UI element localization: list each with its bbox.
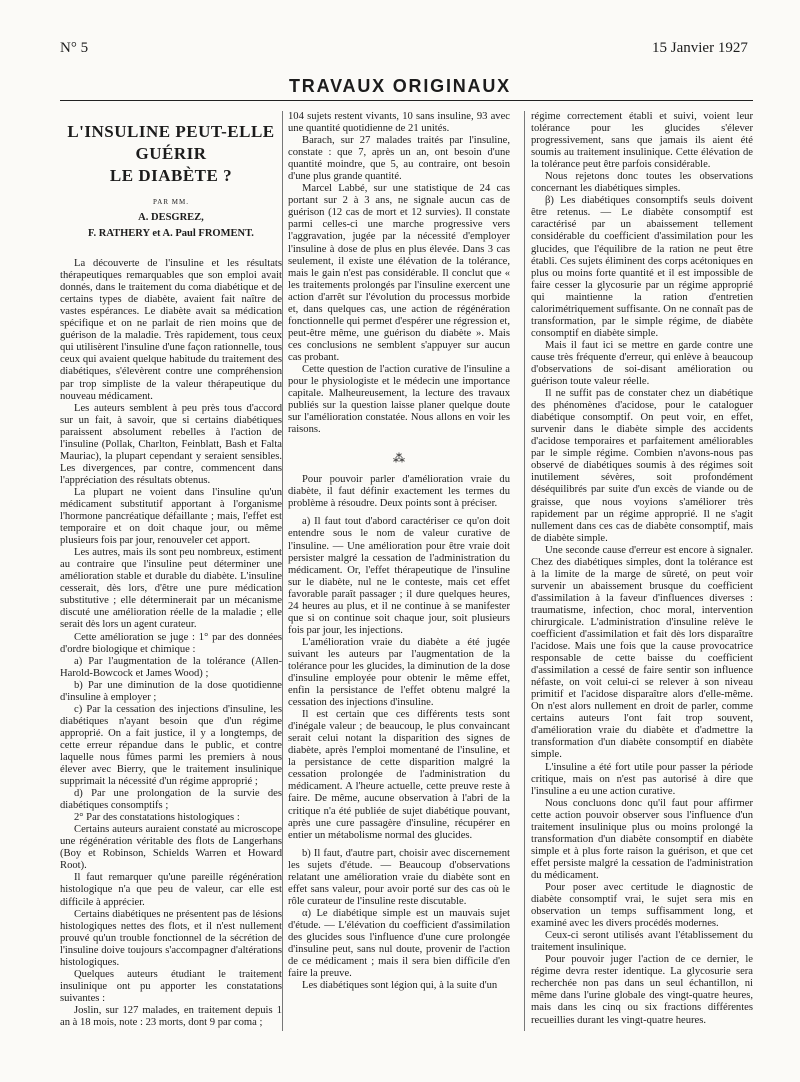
section-title: TRAVAUX ORIGINAUX: [289, 76, 511, 96]
column-3: [531, 111, 753, 1071]
paragraph: Quelques auteurs étudiant le traitement insulinique ont pu apporter les constatations suivantes :: [60, 968, 282, 1004]
paragraph: Nous rejetons donc toutes les observations concernant les diabétiques simples.: [531, 171, 753, 195]
column-1: [60, 111, 282, 1071]
paragraph: α) Le diabétique simple est un mauvais sujet d'étude. — L'élévation du coefficient d'assimilation des glucides sous l'influence d'une cure prolongée d'insuline peut, sans nul doute, provenir de l'action de ce médicament ; mais il sera bien difficile d'en faire la preuve.: [288, 907, 510, 980]
issue-date: 15 Janvier 1927: [652, 40, 748, 56]
column-2: [288, 111, 510, 1071]
paragraph: Les autres, mais ils sont peu nombreux, estiment au contraire que l'insuline peut déterminer une amélioration stable et durable du diabète. L'insuline cesserait, dès lors, d'être une pure médication substitutive ; elle déterminerait par un mécanisme discuté une amélioration réelle de la maladie ; elle serait dès lors un agent curateur.: [60, 547, 282, 631]
paragraph: Il est certain que ces différents tests sont d'inégale valeur ; de beaucoup, le plus convaincant serait celui notant la disparition des signes de diabète, après l'emploi momentané de l'insuline, et la persistance de cette disparition malgré la cessation prolongée de l'administration du médicament. A l'heure actuelle, cette preuve reste à faire. De même, aucune observation à l'abri de la critique n'a été publiée de sujet diabétique pouvant, après une cure passagère d'insuline, récupérer en entier un métabolisme normal des glucides.: [288, 709, 510, 841]
paragraph: Nous concluons donc qu'il faut pour affirmer cette action pouvoir observer sous l'influence d'un traitement insulinique plus ou moins prolongé la transformation d'un diabète consomptif en diabète simple et à plus forte raison la guérison, et que cet effet persiste malgré la cessation de l'administration du médicament.: [531, 797, 753, 881]
paragraph: Pour poser avec certitude le diagnostic de diabète consomptif vrai, le sujet sera mis en observation un temps suffisamment long, et examiné avec les divers procédés modernes.: [531, 882, 753, 930]
author: A. DESGREZ,: [138, 212, 204, 224]
paragraph: Une seconde cause d'erreur est encore à signaler. Chez des diabétiques simples, dont la tolérance est à la limite de la marge de sûreté, on peut voir survenir un abaissement brusque du coefficient d'assimilation à la faveur d'influences diverses : traumatisme, infection, choc moral, intervention chirurgicale. L'administration d'insuline relève le coefficient d'assimilation et fait dès lors disparaître l'acidose. Mais une fois que la cause provocatrice responsable de cette baisse du coefficient d'assimilation a cessé de faire sentir son influence néfaste, on voit celui-ci se relever à son niveau primitif et l'acidose disparaître alors d'elle-même. On n'est alors nullement en droit de parler, comme certains auteurs l'ont fait trop souvent, d'amélioration vraie du diabète et d'admettre la transformation d'un diabète consomptif en diabète simple.: [531, 544, 753, 761]
paragraph: Barach, sur 27 malades traités par l'insuline, constate : que 7, après un an, ont besoin d'une quantité moindre, que 5, au contraire, ont besoin d'une plus grande quantité.: [288, 135, 510, 183]
article-title-line: L'INSULINE PEUT-ELLE GUÉRIR: [67, 122, 275, 163]
paragraph: Mais il faut ici se mettre en garde contre une cause très fréquente d'erreur, qui enlève à beaucoup d'observations de soi-disant amélioration ou guérison toute valeur réelle.: [531, 339, 753, 388]
paragraph: Certains auteurs auraient constaté au microscope une régénération véritable des flots de Langerhans (Boy et Robinson, Schields Warren et Howard Root).: [60, 824, 282, 872]
paragraph: Marcel Labbé, sur une statistique de 24 cas portant sur 2 à 3 ans, ne signale aucun cas de guérison (12 cas de mort et 12 survies). Il constate parmi celles-ci une marche progressive vers l'aggravation, jugée par la nécessité d'employer l'insuline à dose de plus en plus élevée. Dans 3 cas seulement, il existe une élévation de la tolérance, mais le gain n'est pas considérable. Il conclut que « les traitements prolongés par l'insuline exercent une action d'arrêt sur l'évolution du processus morbide et, dans quelques cas, une action de régénération fonctionnelle qui permet d'espérer une régression et, peut-être même, une guérison du diabète ». Mais ces conclusions ne semblent s'appuyer sur aucun cas probant.: [288, 183, 510, 363]
article-title: [60, 121, 282, 187]
paragraph: Les auteurs semblent à peu près tous d'accord sur un fait, à savoir, que si certains diabétiques paraissent absolument rebelles à l'action de l'insuline (Pollak, Charlton, Feinblatt, Bash et Falta Mauriac), la plupart cependant y seraient sensibles. Les divergences, par contre, commencent dans l'appréciation des résultats obtenus.: [60, 402, 282, 486]
by-line: PAR MM.: [153, 198, 189, 206]
paragraph: Il ne suffit pas de constater chez un diabétique des phénomènes d'acidose, pour le cataloguer diabétique consomptif. On peut voir, en effet, survenir dans le diabète simple des accidents d'acidose temporaires et parfaitement améliorables par le simple régime. Combien n'avons-nous pas observé de diabétiques soumis à des régimes soit inutilement sévères, soit profondément déséquilibrés par suite d'un excès de viande ou de graisse, que nous voyions s'améliorer très rapidement par un régime approprié. Il ne s'agit nullement dans ces cas de diabète consomptif, mais de diabète simple.: [531, 388, 753, 544]
paragraph: d) Par une prolongation de la survie des diabétiques consomptifs ;: [60, 788, 282, 812]
paragraph: c) Par la cessation des injections d'insuline, les diabétiques n'ayant besoin que d'un régime approprié. On a fait justice, il y a longtemps, de cette erreur répandue dans le public, et contre laquelle nous fûmes parmi les premiers à nous élever avec Bierry, que le traitement insulinique supprimait la nécessité d'un régime approprié ;: [60, 703, 282, 788]
paragraph: a) Il faut tout d'abord caractériser ce qu'on doit entendre sous le nom de valeur curative de l'insuline. — Une amélioration pour être vraie doit persister malgré la cessation de l'administration du médicament. Or, l'effet thérapeutique de l'insuline sur le diabète, nul ne le conteste, mais cet effet favorable paraît passager ; il dure quelques heures, 24 heures au plus, et il ne continue à se manifester que si on continue soit chaque jour, soit plusieurs fois par jour, les injections.: [288, 516, 510, 636]
paragraph: Cette question de l'action curative de l'insuline a pour le physiologiste et le médecin une importance capitale. Malheureusement, la lecture des travaux publiés sur la question laisse planer quelque doute sur l'amélioration constatée. Nous allons en voir les raisons.: [288, 363, 510, 436]
paragraph: 104 sujets restent vivants, 10 sans insuline, 93 avec une quantité quotidienne de 21 unités.: [288, 111, 510, 135]
paragraph: régime correctement établi et suivi, voient leur tolérance pour les glucides s'élever progressivement, sans que jamais ils aient été soumis au traitement insulinique. Cette élévation de la tolérance peut être parfois considérable.: [531, 111, 753, 171]
paragraph: β) Les diabétiques consomptifs seuls doivent être retenus. — Le diabète consomptif est caractérisé par un abaissement tellement considérable du coefficient d'assimilation pour les glucides, que l'équilibre de la ration ne peut être établi. Ces sujets éliminent des corps acétoniques en plus ou moins forte quantité et il est impossible de faire cesser la glycosurie par un régime approprié qui maintienne la ration d'entretien calorimétriquement suffisante. On ne connaît pas de transformation, par le simple régime, de diabète consomptif en diabète simple.: [531, 195, 753, 339]
paragraph: Certains diabétiques ne présentent pas de lésions histologiques nettes des flots, et il n'est nullement prouvé qu'un trouble fonctionnel de la sécrétion de l'insuline doive toujours s'accompagner d'altérations histologiques.: [60, 908, 282, 968]
section-separator-stars: ⁂: [393, 451, 405, 466]
paragraph: Cette amélioration se juge : 1° par des données d'ordre biologique et chimique :: [60, 631, 282, 655]
header-rule: [60, 100, 753, 101]
paragraph: Ceux-ci seront utilisés avant l'établissement du traitement insulinique.: [531, 930, 753, 954]
paragraph: Pour pouvoir juger l'action de ce dernier, le régime devra rester identique. La glycosurie sera recherchée non pas dans un seul échantillon, ni même dans l'urine globale des vingt-quatre heures, mais dans les cinq ou six fractions différentes recueillies durant les vingt-quatre heures.: [531, 954, 753, 1026]
paragraph: Pour pouvoir parler d'amélioration vraie du diabète, il faut définir exactement les termes du problème à résoudre. Deux points sont à préciser.: [288, 474, 510, 510]
paragraph: 2° Par des constatations histologiques :: [74, 812, 240, 824]
paragraph: b) Il faut, d'autre part, choisir avec discernement les sujets d'étude. — Beaucoup d'observations relatant une amélioration vraie du diabète sont en effet sans valeur, pour avoir porté sur des cas où le rôle curateur de l'insuline reste discutable.: [288, 847, 510, 907]
column-divider: [282, 111, 283, 1031]
paragraph: La plupart ne voient dans l'insuline qu'un médicament substitutif apportant à l'organisme l'hormone pancréatique défaillante ; mais, l'effet est temporaire et on doit chaque jour, ou même plusieurs fois par jour, renouveler cet apport.: [60, 486, 282, 547]
article-title-line: LE DIABÈTE ?: [109, 166, 233, 185]
paragraph: L'amélioration vraie du diabète a été jugée suivant les auteurs par l'augmentation de la tolérance pour les glucides, la diminution de la dose d'insuline employée pour obtenir le même effet, enfin la persistance de l'effet obtenu malgré la cessation des injections d'insuline.: [288, 636, 510, 709]
paragraph: a) Par l'augmentation de la tolérance (Allen-Harold-Bowcock et James Wood) ;: [60, 655, 282, 679]
paragraph: La découverte de l'insuline et les résultats thérapeutiques remarquables que son emploi avait donnés, dans le traitement du coma diabétique et de certains types de diabète, avaient fait naître de vastes espérances. Le diabète avait sa médication spécifique et on ne parlait de rien moins que de guérison de la maladie. Très rapidement, tous ceux qui utilisèrent l'insuline d'une façon rationnelle, tous ceux qui avaient quelque habitude du traitement des diabétiques, s'élevèrent contre une compréhension par trop simpliste de la valeur thérapeutique du nouveau médicament.: [60, 258, 282, 402]
issue-number: N° 5: [60, 40, 89, 56]
paragraph: b) Par une diminution de la dose quotidienne d'insuline à employer ;: [60, 679, 282, 703]
paragraph: Les diabétiques sont légion qui, à la suite d'un: [302, 980, 498, 992]
paragraph: Joslin, sur 127 malades, en traitement depuis 1 an à 18 mois, note : 23 morts, dont 9 par coma ;: [60, 1004, 282, 1028]
paragraph: Il faut remarquer qu'une pareille régénération histologique n'a que peu de valeur, car elle est difficile à apprécier.: [60, 872, 282, 908]
column-divider: [524, 111, 525, 1031]
author: F. RATHERY et A. Paul FROMENT.: [88, 228, 254, 240]
paragraph: L'insuline a été fort utile pour passer la période critique, mais on n'est pas autorisé à dire que l'insuline a eu une action curative.: [531, 761, 753, 797]
